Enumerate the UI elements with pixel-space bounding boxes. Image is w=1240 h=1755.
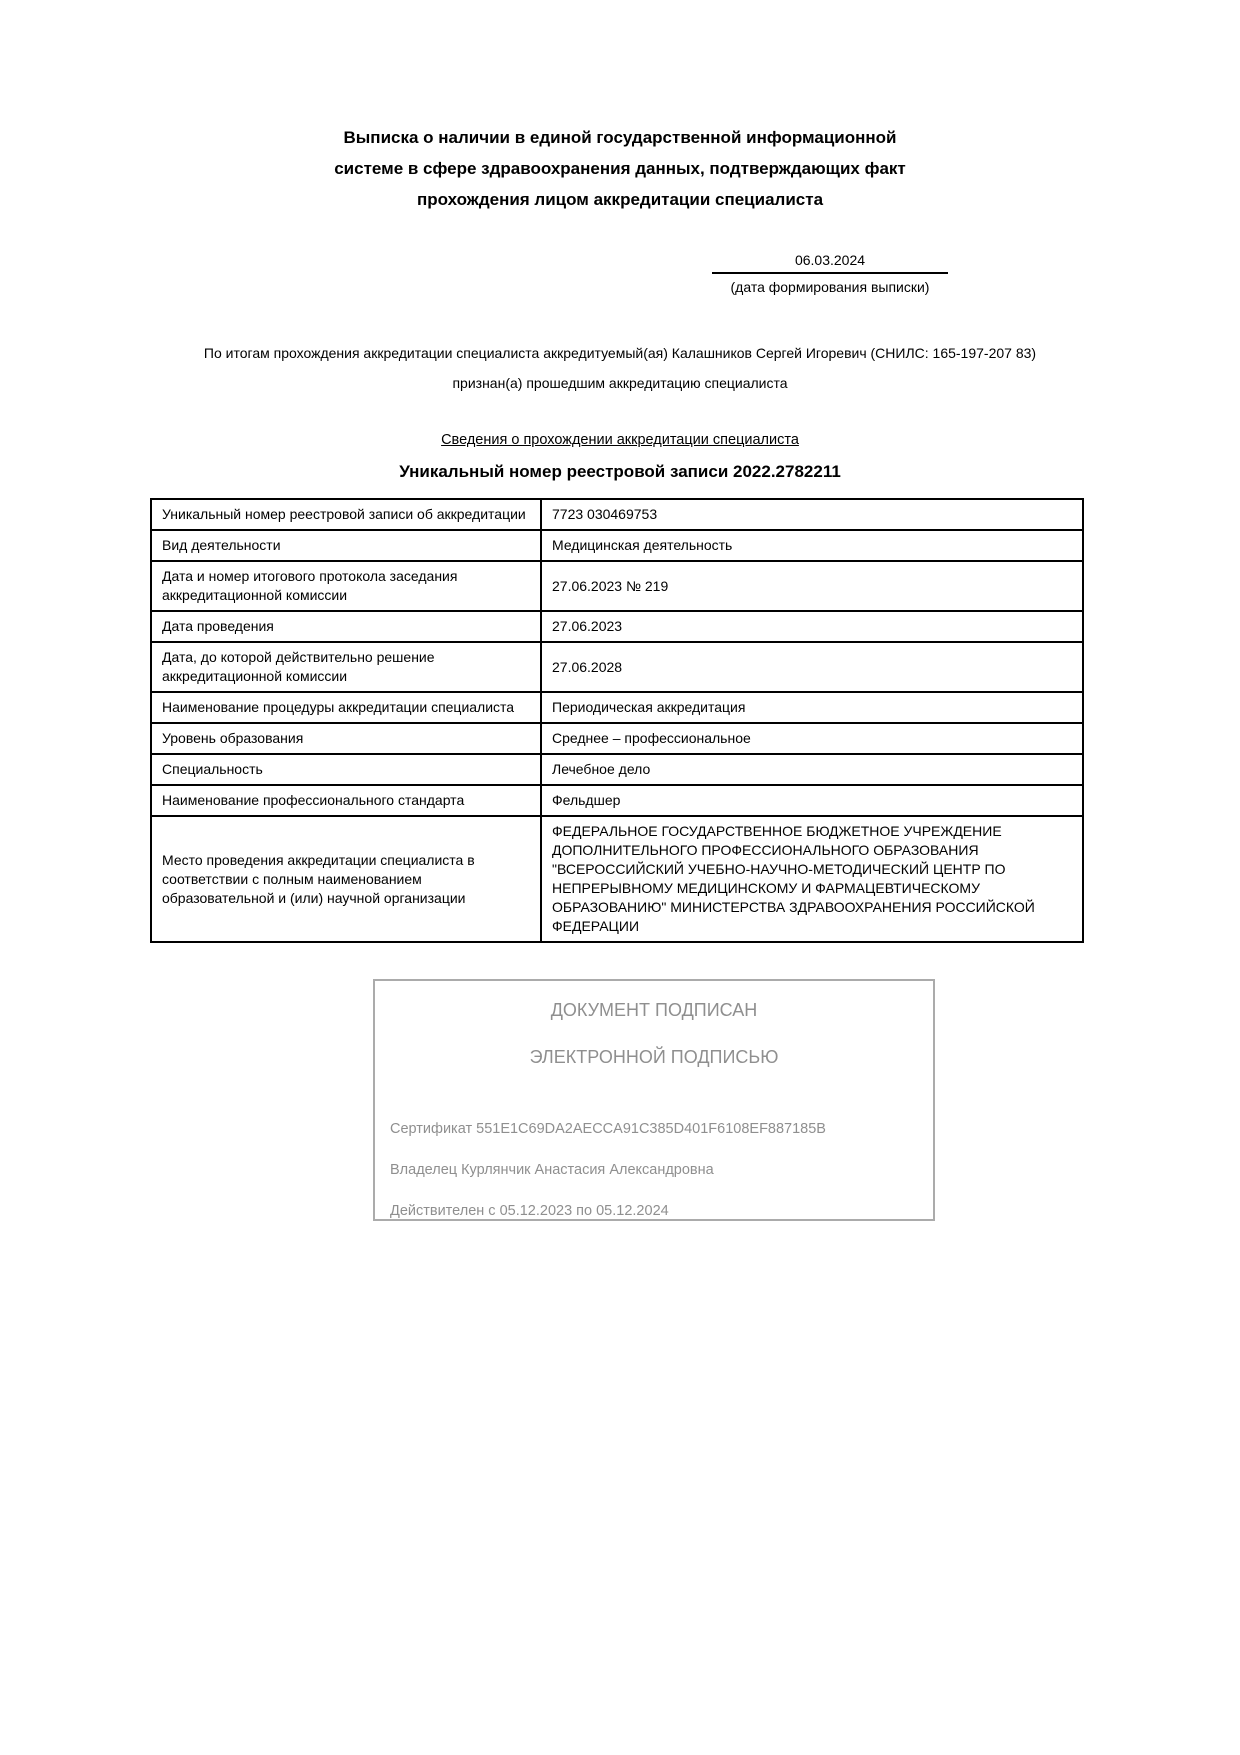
table-row <box>151 561 1083 611</box>
row-label: Наименование профессионального стандарта <box>151 785 541 816</box>
document-title-line: Выписка о наличии в единой государственной информационной <box>343 128 897 147</box>
section-heading: Сведения о прохождении аккредитации специалиста <box>441 432 799 448</box>
document-title-line: прохождения лицом аккредитации специалиста <box>416 190 824 209</box>
row-label: Дата проведения <box>151 611 541 642</box>
row-value: Фельдшер <box>541 785 1083 816</box>
extract-date-caption: (дата формирования выписки) <box>730 279 930 295</box>
table-row <box>151 530 1083 561</box>
intro-line: признан(а) прошедшим аккредитацию специалиста <box>452 375 788 391</box>
intro-line: По итогам прохождения аккредитации специалиста аккредитуемый(ая) Калашников Сергей Игоревич (СНИЛС: 165-197-207 83) <box>203 345 1037 361</box>
row-label: Наименование процедуры аккредитации специалиста <box>151 692 541 723</box>
row-label: Уникальный номер реестровой записи об аккредитации <box>151 499 541 530</box>
intro-paragraph <box>100 338 1140 398</box>
row-value: Периодическая аккредитация <box>541 692 1083 723</box>
row-value: Лечебное дело <box>541 754 1083 785</box>
row-label: Дата, до которой действительно решение аккредитационной комиссии <box>151 642 541 692</box>
signature-certificate: Сертификат 551E1C69DA2AECCA91C385D401F6108EF887185B <box>390 1121 826 1137</box>
signature-box <box>373 979 935 1221</box>
signature-validity: Действителен с 05.12.2023 по 05.12.2024 <box>390 1203 669 1219</box>
signature-title-line: ЭЛЕКТРОННОЙ ПОДПИСЬЮ <box>529 1047 779 1067</box>
document-title <box>0 0 1240 215</box>
table-row <box>151 642 1083 692</box>
table-row <box>151 692 1083 723</box>
row-value: Медицинская деятельность <box>541 530 1083 561</box>
signature-title-line: ДОКУМЕНТ ПОДПИСАН <box>550 1000 758 1020</box>
extract-date-block <box>712 251 948 296</box>
table-row <box>151 723 1083 754</box>
extract-date: 06.03.2024 <box>712 251 948 274</box>
row-value: 27.06.2028 <box>541 642 1083 692</box>
row-value: ФЕДЕРАЛЬНОЕ ГОСУДАРСТВЕННОЕ БЮДЖЕТНОЕ УЧРЕЖДЕНИЕ ДОПОЛНИТЕЛЬНОГО ПРОФЕССИОНАЛЬНОГО ОБРАЗОВАНИЯ "ВСЕРОССИЙСКИЙ УЧЕБНО-НАУЧНО-МЕТОДИЧЕСКИЙ ЦЕНТР ПО НЕПРЕРЫВНОМУ МЕДИЦИНСКОМУ И ФАРМАЦЕВТИЧЕСКОМУ ОБРАЗОВАНИЮ" МИНИСТЕРСТВА ЗДРАВООХРАНЕНИЯ РОССИЙСКОЙ ФЕДЕРАЦИИ <box>541 816 1083 942</box>
table-row <box>151 816 1083 942</box>
document-title-line: системе в сфере здравоохранения данных, подтверждающих факт <box>334 159 906 178</box>
row-label: Вид деятельности <box>151 530 541 561</box>
row-value: 27.06.2023 <box>541 611 1083 642</box>
registry-number-heading: Уникальный номер реестровой записи 2022.2782211 <box>399 462 841 481</box>
table-row <box>151 785 1083 816</box>
accreditation-table <box>150 498 1084 943</box>
table-row <box>151 754 1083 785</box>
row-value: 27.06.2023 № 219 <box>541 561 1083 611</box>
row-label: Уровень образования <box>151 723 541 754</box>
signature-owner: Владелец Курлянчик Анастасия Александровна <box>390 1162 714 1178</box>
table-row <box>151 499 1083 530</box>
row-label: Место проведения аккредитации специалиста в соответствии с полным наименованием образовательной и (или) научной организации <box>151 816 541 942</box>
row-value: 7723 030469753 <box>541 499 1083 530</box>
row-label: Дата и номер итогового протокола заседания аккредитационной комиссии <box>151 561 541 611</box>
row-value: Среднее – профессиональное <box>541 723 1083 754</box>
row-label: Специальность <box>151 754 541 785</box>
table-row <box>151 611 1083 642</box>
